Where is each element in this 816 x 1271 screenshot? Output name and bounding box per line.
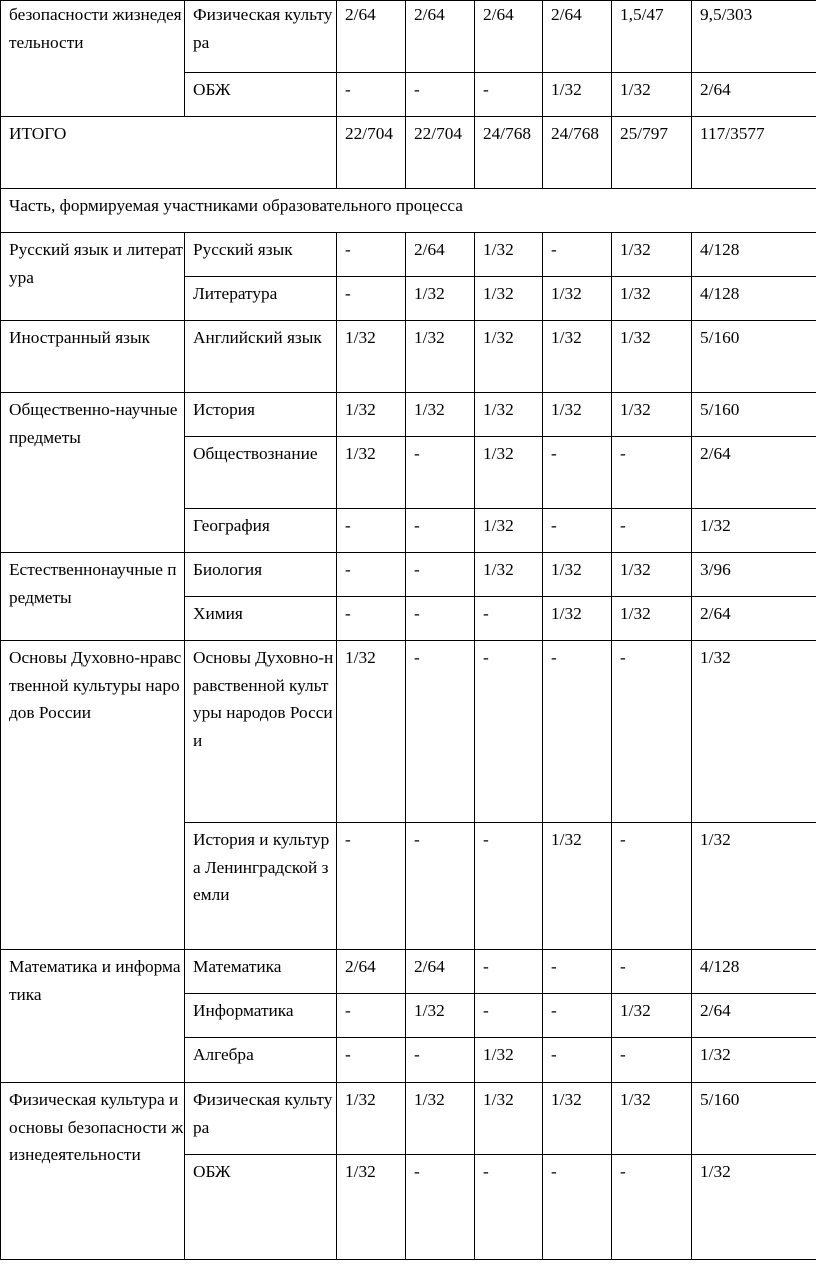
value-cell: - bbox=[612, 641, 692, 823]
value-cell: 1/32 bbox=[612, 994, 692, 1038]
value-cell: - bbox=[543, 509, 612, 553]
value-cell: 24/768 bbox=[543, 117, 612, 189]
subject-cell: Химия bbox=[185, 597, 337, 641]
value-cell: 1/32 bbox=[475, 1083, 543, 1155]
total-value-cell: 5/160 bbox=[692, 393, 816, 437]
value-cell: - bbox=[337, 553, 406, 597]
value-cell: - bbox=[612, 1038, 692, 1083]
value-cell: 1/32 bbox=[612, 73, 692, 117]
total-row bbox=[1, 117, 816, 189]
value-cell: 1/32 bbox=[406, 994, 475, 1038]
table-row bbox=[1, 950, 816, 994]
total-value-cell: 2/64 bbox=[692, 73, 816, 117]
value-cell: - bbox=[543, 437, 612, 509]
value-cell: 1/32 bbox=[612, 393, 692, 437]
subject-area-cell: Иностранный язык bbox=[1, 321, 185, 393]
total-value-cell: 5/160 bbox=[692, 321, 816, 393]
table-row bbox=[1, 553, 816, 597]
total-value-cell: 5/160 bbox=[692, 1083, 816, 1155]
value-cell: - bbox=[337, 73, 406, 117]
value-cell: 2/64 bbox=[406, 233, 475, 277]
total-value-cell: 117/3577 bbox=[692, 117, 816, 189]
subject-cell: Математика bbox=[185, 950, 337, 994]
table-row bbox=[1, 233, 816, 277]
value-cell: - bbox=[406, 73, 475, 117]
value-cell: - bbox=[543, 950, 612, 994]
value-cell: - bbox=[475, 73, 543, 117]
value-cell: 2/64 bbox=[337, 1, 406, 73]
total-value-cell: 1/32 bbox=[692, 823, 816, 950]
subject-cell: Русский язык bbox=[185, 233, 337, 277]
subject-cell: Английский язык bbox=[185, 321, 337, 393]
value-cell: 1/32 bbox=[543, 321, 612, 393]
value-cell: 2/64 bbox=[406, 1, 475, 73]
value-cell: - bbox=[406, 553, 475, 597]
subject-area-cell: Математика и информатика bbox=[1, 950, 185, 1083]
total-value-cell: 2/64 bbox=[692, 437, 816, 509]
total-value-cell: 1/32 bbox=[692, 1038, 816, 1083]
value-cell: 1/32 bbox=[475, 509, 543, 553]
subject-cell: Алгебра bbox=[185, 1038, 337, 1083]
value-cell: 1/32 bbox=[612, 233, 692, 277]
subject-cell: ОБЖ bbox=[185, 73, 337, 117]
subject-cell: ОБЖ bbox=[185, 1155, 337, 1260]
value-cell: 1/32 bbox=[475, 553, 543, 597]
value-cell: - bbox=[406, 597, 475, 641]
value-cell: 2/64 bbox=[337, 950, 406, 994]
subject-cell: Физическая культура bbox=[185, 1, 337, 73]
total-value-cell: 4/128 bbox=[692, 233, 816, 277]
total-value-cell: 4/128 bbox=[692, 950, 816, 994]
total-value-cell: 9,5/303 bbox=[692, 1, 816, 73]
value-cell: - bbox=[406, 823, 475, 950]
value-cell: 1/32 bbox=[475, 233, 543, 277]
value-cell: 24/768 bbox=[475, 117, 543, 189]
value-cell: - bbox=[612, 1155, 692, 1260]
subject-cell: География bbox=[185, 509, 337, 553]
subject-cell: Литература bbox=[185, 277, 337, 321]
value-cell: 1/32 bbox=[337, 393, 406, 437]
value-cell: - bbox=[612, 950, 692, 994]
subject-cell: Основы Духовно-нравственной культуры народов России bbox=[185, 641, 337, 823]
value-cell: 1/32 bbox=[475, 437, 543, 509]
subject-area-cell: Основы Духовно-нравственной культуры народов России bbox=[1, 641, 185, 950]
total-value-cell: 1/32 bbox=[692, 509, 816, 553]
value-cell: - bbox=[337, 277, 406, 321]
subject-cell: Обществознание bbox=[185, 437, 337, 509]
value-cell: 2/64 bbox=[406, 950, 475, 994]
value-cell: 1/32 bbox=[612, 597, 692, 641]
value-cell: - bbox=[337, 509, 406, 553]
value-cell: - bbox=[475, 641, 543, 823]
table-row bbox=[1, 1, 816, 73]
total-value-cell: 2/64 bbox=[692, 597, 816, 641]
value-cell: 1/32 bbox=[612, 1083, 692, 1155]
subject-cell: История и культура Ленинградской земли bbox=[185, 823, 337, 950]
table-row bbox=[1, 1083, 816, 1155]
value-cell: 1/32 bbox=[406, 321, 475, 393]
value-cell: 1/32 bbox=[543, 73, 612, 117]
value-cell: 1/32 bbox=[543, 277, 612, 321]
value-cell: 1/32 bbox=[337, 321, 406, 393]
value-cell: - bbox=[475, 994, 543, 1038]
total-label: ИТОГО bbox=[1, 117, 337, 189]
total-value-cell: 3/96 bbox=[692, 553, 816, 597]
subject-cell: Биология bbox=[185, 553, 337, 597]
value-cell: 1/32 bbox=[475, 321, 543, 393]
value-cell: - bbox=[337, 823, 406, 950]
value-cell: - bbox=[475, 950, 543, 994]
value-cell: 1/32 bbox=[475, 1038, 543, 1083]
table-row bbox=[1, 321, 816, 393]
subject-cell: Информатика bbox=[185, 994, 337, 1038]
value-cell: - bbox=[406, 509, 475, 553]
value-cell: 1/32 bbox=[406, 393, 475, 437]
value-cell: - bbox=[543, 641, 612, 823]
value-cell: 1/32 bbox=[612, 553, 692, 597]
value-cell: 22/704 bbox=[337, 117, 406, 189]
subject-area-cell: Русский язык и литература bbox=[1, 233, 185, 321]
value-cell: 1/32 bbox=[337, 1083, 406, 1155]
value-cell: 1/32 bbox=[337, 437, 406, 509]
value-cell: - bbox=[475, 1155, 543, 1260]
subject-area-cell: Естественнонаучные предметы bbox=[1, 553, 185, 641]
subject-area-cell: Общественно-научные предметы bbox=[1, 393, 185, 553]
value-cell: - bbox=[612, 823, 692, 950]
total-value-cell: 1/32 bbox=[692, 641, 816, 823]
value-cell: - bbox=[475, 823, 543, 950]
subject-area-cell: безопасности жизнедеятельности bbox=[1, 1, 185, 117]
value-cell: - bbox=[475, 597, 543, 641]
value-cell: - bbox=[337, 233, 406, 277]
subject-area-cell: Физическая культура и основы безопасности жизнедеятельности bbox=[1, 1083, 185, 1260]
value-cell: - bbox=[612, 509, 692, 553]
value-cell: - bbox=[543, 1038, 612, 1083]
value-cell: - bbox=[406, 1038, 475, 1083]
value-cell: - bbox=[406, 437, 475, 509]
value-cell: - bbox=[612, 437, 692, 509]
table-row bbox=[1, 393, 816, 437]
value-cell: 22/704 bbox=[406, 117, 475, 189]
subject-cell: История bbox=[185, 393, 337, 437]
value-cell: 1/32 bbox=[543, 823, 612, 950]
value-cell: 1/32 bbox=[406, 1083, 475, 1155]
value-cell: 25/797 bbox=[612, 117, 692, 189]
table-row bbox=[1, 641, 816, 823]
value-cell: 1/32 bbox=[543, 597, 612, 641]
value-cell: 1/32 bbox=[543, 1083, 612, 1155]
total-value-cell: 2/64 bbox=[692, 994, 816, 1038]
value-cell: - bbox=[543, 994, 612, 1038]
value-cell: 1/32 bbox=[337, 641, 406, 823]
value-cell: - bbox=[406, 1155, 475, 1260]
value-cell: - bbox=[543, 233, 612, 277]
value-cell: 2/64 bbox=[475, 1, 543, 73]
value-cell: - bbox=[543, 1155, 612, 1260]
value-cell: 1,5/47 bbox=[612, 1, 692, 73]
value-cell: - bbox=[406, 641, 475, 823]
value-cell: - bbox=[337, 597, 406, 641]
value-cell: 1/32 bbox=[543, 393, 612, 437]
section-title: Часть, формируемая участниками образовательного процесса bbox=[1, 189, 816, 233]
total-value-cell: 1/32 bbox=[692, 1155, 816, 1260]
value-cell: 1/32 bbox=[337, 1155, 406, 1260]
value-cell: - bbox=[337, 994, 406, 1038]
section-row bbox=[1, 189, 816, 233]
value-cell: 1/32 bbox=[475, 393, 543, 437]
value-cell: 2/64 bbox=[543, 1, 612, 73]
value-cell: - bbox=[337, 1038, 406, 1083]
subject-cell: Физическая культура bbox=[185, 1083, 337, 1155]
total-value-cell: 4/128 bbox=[692, 277, 816, 321]
value-cell: 1/32 bbox=[406, 277, 475, 321]
value-cell: 1/32 bbox=[612, 277, 692, 321]
value-cell: 1/32 bbox=[543, 553, 612, 597]
value-cell: 1/32 bbox=[612, 321, 692, 393]
value-cell: 1/32 bbox=[475, 277, 543, 321]
